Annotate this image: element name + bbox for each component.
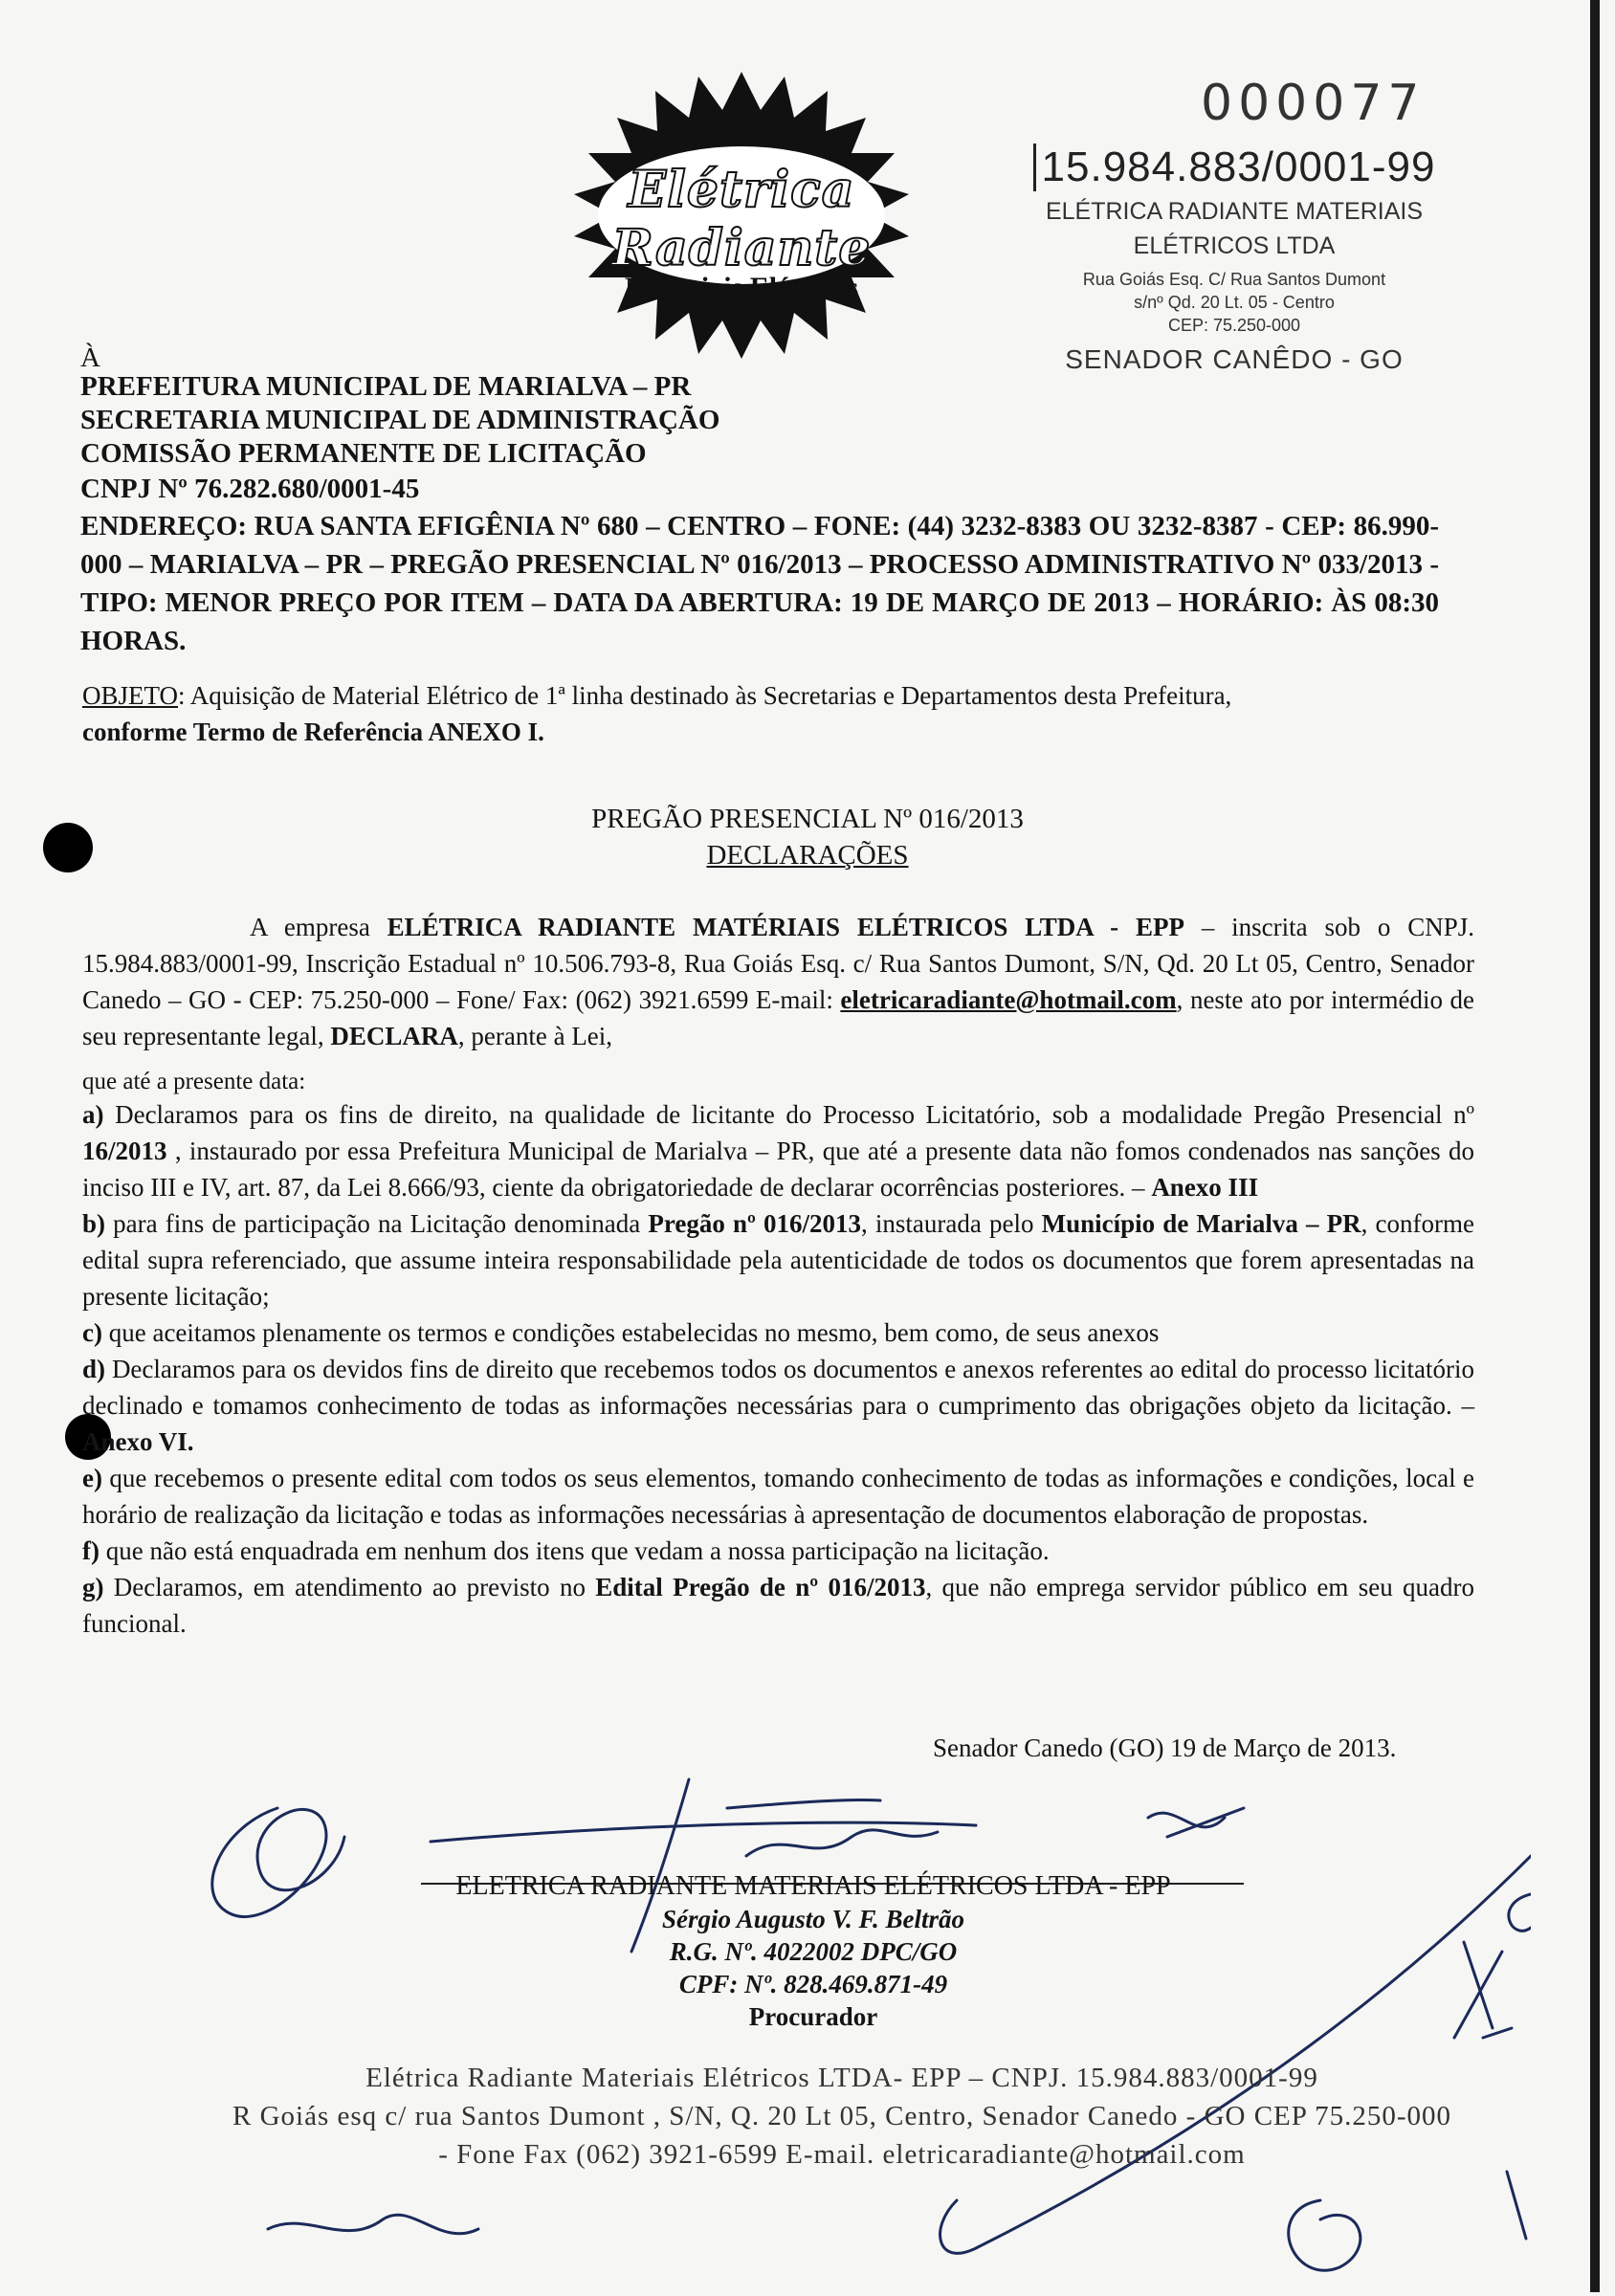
item-a-text-2: , instaurado por essa Prefeitura Municipal de Marialva – PR, que até a presente data não fomos condenados nas sanções do inciso III e IV, art. 87, da Lei 8.666/93, ciente da obrigatoriedade de declarar ocorrências posteriores. – (82, 1137, 1474, 1202)
declaration-c (82, 1314, 1474, 1351)
recipient-line1: PREFEITURA MUNICIPAL DE MARIALVA – PR (80, 371, 692, 402)
intro-email[interactable]: eletricaradiante@hotmail.com (840, 985, 1177, 1014)
declaration-a (82, 1096, 1474, 1205)
stamp-company-line1: ELÉTRICA RADIANTE MATERIAIS (1045, 198, 1424, 225)
objeto-bold-tail: conforme Termo de Referência ANEXO I. (82, 718, 544, 746)
item-letter-d: d) (82, 1355, 106, 1383)
item-a-bold: 16/2013 (82, 1137, 167, 1165)
stamp-address-line1: Rua Goiás Esq. C/ Rua Santos Dumont (1082, 270, 1386, 289)
stamp-address-line2: s/nº Qd. 20 Lt. 05 - Centro (1134, 293, 1335, 312)
item-d-text: Declaramos para os devidos fins de direito que recebemos todos os documentos e anexos referentes ao edital do processo licitatório declinado e tomamos conhecimento de todas as informações necessárias para o cumprimento das obrigações objeto da licitação. – (82, 1355, 1474, 1420)
intro-text-3: , neste ato por intermédio de seu representante legal, (82, 985, 1474, 1050)
recipient-details: ENDEREÇO: RUA SANTA EFIGÊNIA Nº 680 – CENTRO – FONE: (44) 3232-8383 OU 3232-8387 - CEP: 86.990-000 – MARIALVA – PR – PREGÃO PRESENCIAL Nº 016/2013 – PROCESSO ADMINISTRATIVO Nº 033/2013 - TIPO: MENOR PREÇO POR ITEM – DATA DA ABERTURA: 19 DE MARÇO DE 2013 – HORÁRIO: ÀS 08:30 HORAS. (80, 511, 1439, 656)
objeto-paragraph (82, 677, 1474, 750)
footer-line3: - Fone Fax (062) 3921-6599 E-mail. eletricaradiante@hotmail.com (438, 2139, 1246, 2170)
item-f-text: que não está enquadrada em nenhum dos itens que vedam a nossa participação na licitação. (99, 1536, 1050, 1565)
footer-signature (1289, 2200, 1361, 2270)
stamp-city: SENADOR CANÊDO - GO (1065, 344, 1404, 374)
cnpj-stamp (990, 144, 1478, 375)
objeto-text: : Aquisição de Material Elétrico de 1ª linha destinado às Secretarias e Departamentos desta Prefeitura, (178, 681, 1232, 710)
recipient-line2: SECRETARIA MUNICIPAL DE ADMINISTRAÇÃO (80, 405, 720, 435)
recipient-to: À (80, 342, 100, 373)
intro-closing: que até a presente data: (82, 1069, 306, 1094)
item-letter-f: f) (82, 1536, 100, 1565)
stamp-cnpj: 15.984.883/0001-99 (1033, 144, 1436, 191)
item-letter-g: g) (82, 1573, 104, 1601)
date-line: Senador Canedo (GO) 19 de Março de 2013. (933, 1733, 1397, 1762)
footer-block (96, 2059, 1588, 2174)
item-letter-a: a) (82, 1100, 104, 1129)
item-b-bold-1: Pregão nº 016/2013 (648, 1209, 862, 1238)
document-title: PREGÃO PRESENCIAL Nº 016/2013 (591, 804, 1024, 834)
declaration-e (82, 1460, 1474, 1533)
declarations-list (82, 1096, 1474, 1642)
recipient-line3: COMISSÃO PERMANENTE DE LICITAÇÃO (80, 438, 647, 469)
item-b-bold-2: Município de Marialva – PR (1041, 1209, 1361, 1238)
loop-mark-right (1509, 1894, 1531, 1931)
signatory-rg: R.G. Nº. 4022002 DPC/GO (669, 1937, 958, 1966)
footer-line1: Elétrica Radiante Materiais Elétricos LTDA- EPP – CNPJ. 15.984.883/0001-99 (365, 2063, 1318, 2093)
footer-initials (1507, 2172, 1526, 2239)
footer-scribble-left (268, 2215, 478, 2234)
item-letter-e: e) (82, 1464, 102, 1492)
intro-paragraph (82, 909, 1474, 1054)
item-a-text-1: Declaramos para os fins de direito, na qualidade de licitante do Processo Licitatório, sob a modalidade Pregão Presencial nº (103, 1100, 1474, 1129)
declaration-g (82, 1569, 1474, 1642)
stamp-company-line2: ELÉTRICOS LTDA (1133, 232, 1336, 259)
item-g-text-1: Declaramos, em atendimento ao previsto no (103, 1573, 596, 1601)
signatory-role: Procurador (748, 2002, 878, 2031)
item-letter-c: c) (82, 1318, 102, 1347)
intro-text-1: A empresa (250, 913, 387, 941)
item-b-text-2: , instaurada pelo (861, 1209, 1042, 1238)
item-c-text: que aceitamos plenamente os termos e condições estabelecidas no mesmo, bem como, de seus anexos (101, 1318, 1160, 1347)
document-subtitle: DECLARAÇÕES (706, 840, 909, 871)
item-g-bold: Edital Pregão de nº 016/2013 (595, 1573, 926, 1601)
item-a-annex: Anexo III (1151, 1173, 1259, 1202)
x-mark-right (1454, 1942, 1512, 2038)
main-signature-stroke-4 (1148, 1808, 1244, 1837)
objeto-label: OBJETO (82, 681, 179, 710)
intro-declara: DECLARA (330, 1022, 458, 1050)
declaration-b (82, 1205, 1474, 1314)
item-letter-b: b) (82, 1209, 106, 1238)
page-number: 000077 (1201, 75, 1426, 132)
logo-subtitle: Materiais Elétricos (624, 272, 859, 303)
recipient-cnpj: CNPJ Nº 76.282.680/0001-45 (80, 474, 420, 504)
item-b-text-3: , conforme edital supra referenciado, que assume inteira responsabilidade pela autenticidade de todos os documentos que forem apresentadas na presente licitação; (82, 1209, 1475, 1311)
main-signature-stroke-3 (727, 1800, 938, 1856)
logo-name: Elétrica Radiante (611, 161, 872, 277)
stamp-cep: CEP: 75.250-000 (1167, 316, 1301, 335)
signatory-company: ELETRICA RADIANTE MATERIAIS ELÉTRICOS LTDA - EPP (455, 1871, 1171, 1901)
item-b-text-1: para fins de participação na Licitação denominada (105, 1209, 649, 1238)
item-g-text-2: , que não emprega servidor público em seu quadro funcional. (82, 1573, 1475, 1638)
intro-company: ELÉTRICA RADIANTE MATÉRIAIS ELÉTRICOS LTDA - EPP (387, 913, 1184, 941)
declaration-f (82, 1533, 1474, 1569)
intro-text-4: , perante à Lei, (457, 1022, 613, 1050)
signatory-name: Sérgio Augusto V. F. Beltrão (661, 1905, 965, 1933)
intro-text-2: – inscrita sob o CNPJ. 15.984.883/0001-99, Inscrição Estadual nº 10.506.793-8, Rua Goiás Esq. c/ Rua Santos Dumont, S/N, Qd. 20 Lt 05, Centro, Senador Canedo – GO - CEP: 75.250-000 – Fone/ Fax: (062) 3921.6599 E-mail: (82, 913, 1474, 1014)
footer-line2: R Goiás esq c/ rua Santos Dumont , S/N, Q. 20 Lt 05, Centro, Senador Canedo - GO CEP 75.250-000 (232, 2101, 1451, 2131)
declaration-d (82, 1351, 1474, 1460)
logo-text-block (541, 161, 942, 304)
signatory-cpf: CPF: Nº. 828.469.871-49 (678, 1970, 948, 1998)
signatory-block (383, 1870, 1244, 2033)
item-d-annex: Anexo VI. (82, 1427, 194, 1456)
item-e-text: que recebemos o presente edital com todos os seus elementos, tomando conhecimento de todas as informações e condições, local e horário de realização da licitação e todas as informações necessárias à apresentação de documentos elaboração de propostas. (82, 1464, 1474, 1529)
initials-signature-left (212, 1808, 344, 1917)
